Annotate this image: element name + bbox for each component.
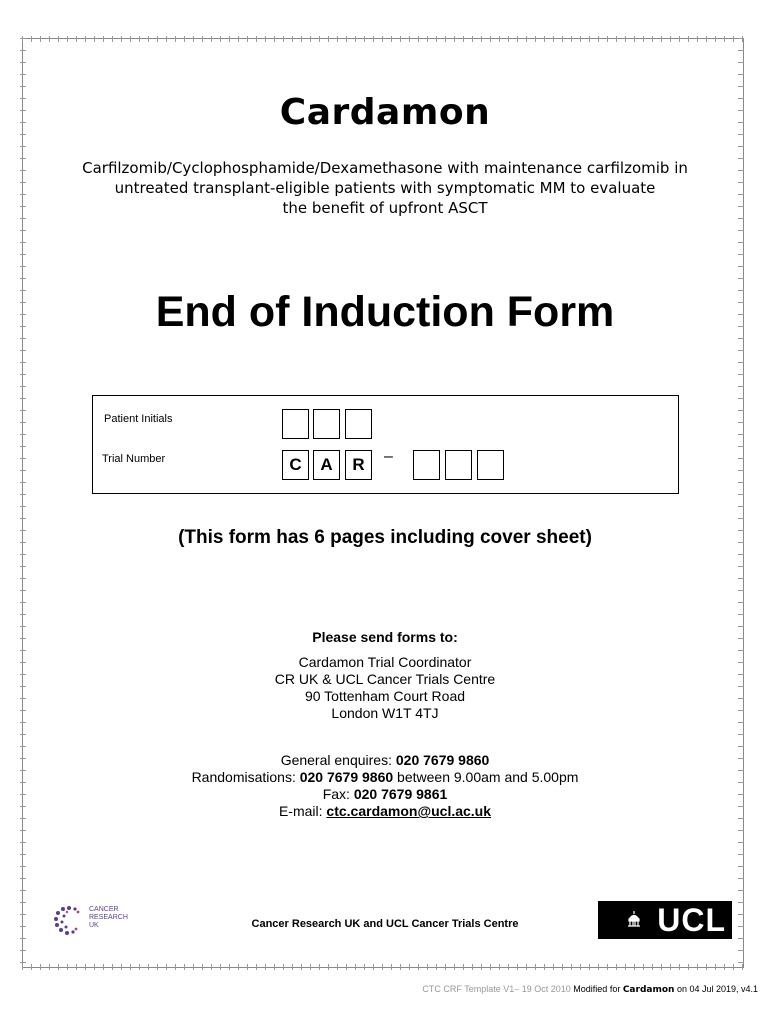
address-line: 90 Tottenham Court Road — [304, 688, 466, 704]
fax: Fax: 020 7679 9861 — [322, 786, 448, 802]
template-note: CTC CRF Template V1– 19 Oct 2010 Modified for Cardamon on 04 Jul 2019, v4.1 — [422, 984, 758, 995]
ruler-top — [22, 34, 744, 44]
modified-note: Modified for Cardamon on 04 Jul 2019, v4.1 — [573, 984, 758, 995]
general-phone: 020 7679 9860 — [395, 752, 490, 768]
trial-number-box-2[interactable] — [445, 450, 472, 480]
ruler-right — [736, 38, 746, 968]
randomisations: Randomisations: 020 7679 9860 between 9.00am and 5.00pm — [191, 769, 579, 785]
initials-box-1[interactable] — [282, 409, 309, 439]
initials-box-3[interactable] — [345, 409, 372, 439]
cruk-logo-text: CANCER RESEARCH UK — [89, 906, 128, 929]
send-forms-heading: Please send forms to: — [312, 629, 458, 645]
address-line: CR UK & UCL Cancer Trials Centre — [274, 671, 496, 687]
ucl-logo-text: UCL — [657, 902, 726, 938]
coordinator-address — [0, 654, 770, 722]
random-phone: 020 7679 9860 — [299, 769, 394, 785]
email: E-mail: ctc.cardamon@ucl.ac.uk — [278, 803, 492, 819]
form-title: End of Induction Form — [155, 288, 615, 336]
patient-initials-label: Patient Initials — [104, 413, 173, 425]
address-line: Cardamon Trial Coordinator — [298, 654, 472, 670]
email-link[interactable]: ctc.cardamon@ucl.ac.uk — [326, 803, 492, 819]
trial-number-dash: – — [384, 448, 393, 465]
trial-prefix-a: A — [313, 450, 340, 480]
contact-details — [0, 752, 770, 820]
trial-number-box-1[interactable] — [413, 450, 440, 480]
page-count-note: (This form has 6 pages including cover sheet) — [178, 527, 592, 548]
subtitle-line: untreated transplant-eligible patients with symptomatic MM to evaluate — [114, 179, 656, 197]
trial-subtitle — [80, 158, 690, 218]
ucl-logo — [598, 901, 732, 939]
initials-box-2[interactable] — [313, 409, 340, 439]
fax-number: 020 7679 9861 — [353, 786, 448, 802]
ruler-left — [18, 38, 28, 968]
patient-id-box — [92, 395, 679, 494]
trial-number-label: Trial Number — [102, 453, 166, 465]
trial-prefix-c: C — [282, 450, 309, 480]
footer-centre-name: Cancer Research UK and UCL Cancer Trials Centre — [251, 918, 519, 930]
trial-number-box-3[interactable] — [477, 450, 504, 480]
trial-name: Cardamon — [279, 92, 491, 133]
address-line: London W1T 4TJ — [331, 705, 439, 721]
ucl-dome-icon — [628, 911, 640, 927]
trial-prefix-r: R — [345, 450, 372, 480]
subtitle-line: Carfilzomib/Cyclophosphamide/Dexamethasone with maintenance carfilzomib in — [82, 159, 688, 177]
subtitle-line: the benefit of upfront ASCT — [282, 199, 488, 217]
general-enquiries: General enquires: 020 7679 9860 — [280, 752, 490, 768]
ruler-bottom — [22, 962, 744, 972]
